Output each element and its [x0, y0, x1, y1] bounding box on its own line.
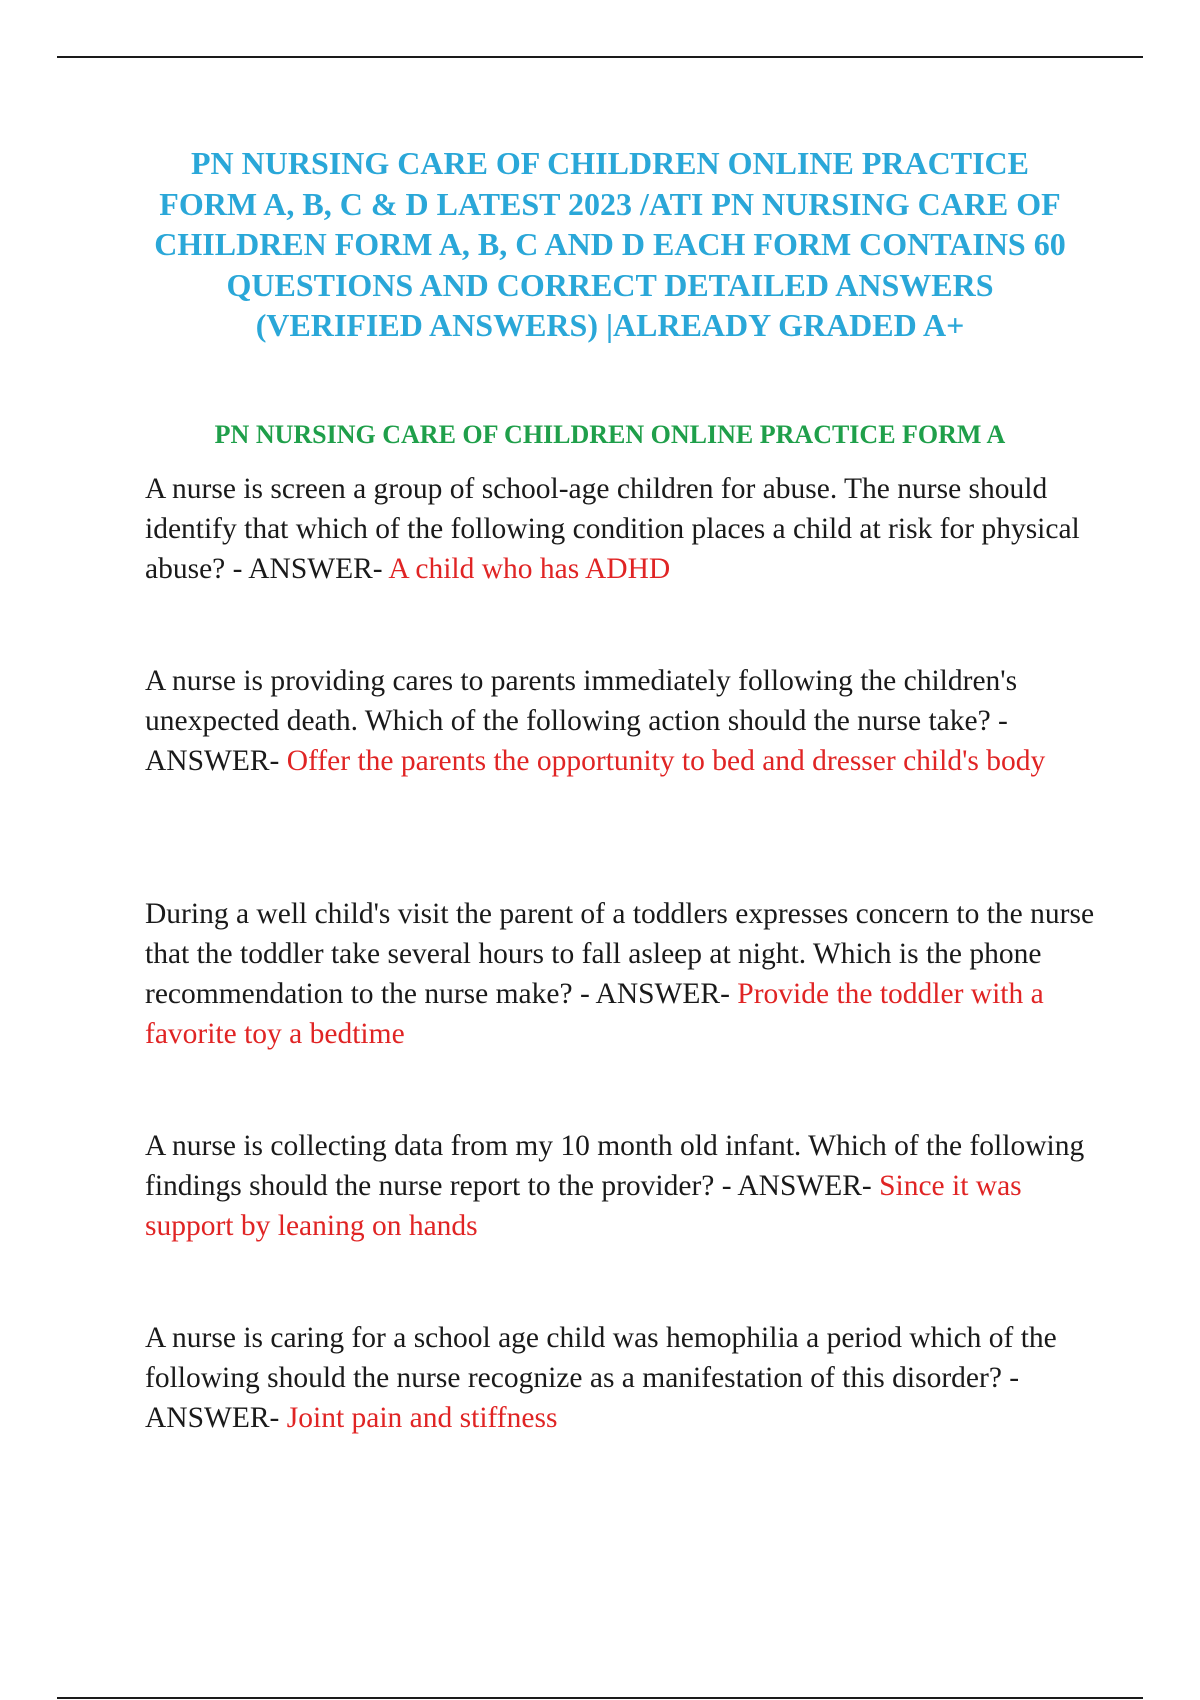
answer-text: Joint pain and stiffness	[286, 1402, 558, 1434]
question-text: During a well child's visit the parent of a toddlers expresses concern to the nurse that the toddler take several hours to fall asleep at night. Which is the phone recommendation to the nurse make? - ANSWER-	[145, 898, 1095, 1010]
question-text: A nurse is providing cares to parents immediately following the children's unexpected death. Which of the following action should the nurse take? - ANSWER-	[145, 665, 1018, 777]
answer-text: Provide the toddler with a favorite toy a bedtime	[145, 978, 1044, 1050]
answer-text: Offer the parents the opportunity to bed and dresser child's body	[286, 745, 1046, 777]
qa-item-1	[145, 469, 1100, 589]
qa-item-3	[145, 894, 1100, 1054]
answer-text: A child who has ADHD	[388, 553, 671, 585]
question-text: A nurse is screen a group of school-age children for abuse. The nurse should identify that which of the following condition places a child at risk for physical abuse? - ANSWER-	[145, 473, 1080, 585]
top-rule	[57, 56, 1143, 58]
qa-item-4	[145, 1126, 1100, 1246]
qa-item-2	[145, 661, 1100, 781]
document-title: PN NURSING CARE OF CHILDREN ONLINE PRACTICE FORM A, B, C & D LATEST 2023 /ATI PN NURSING CARE OF CHILDREN FORM A, B, C AND D EACH FORM CONTAINS 60 QUESTIONS AND CORRECT DETAILED ANSWERS (VERIFIED ANSWERS) |ALREADY GRADED A+	[154, 145, 1066, 343]
qa-item-5	[145, 1318, 1100, 1438]
question-text: A nurse is caring for a school age child was hemophilia a period which of the following should the nurse recognize as a manifestation of this disorder? - ANSWER-	[145, 1322, 1057, 1434]
form-heading: PN NURSING CARE OF CHILDREN ONLINE PRACTICE FORM A	[214, 420, 1006, 449]
bottom-rule	[57, 1697, 1143, 1699]
question-text: A nurse is collecting data from my 10 month old infant. Which of the following findings should the nurse report to the provider? - ANSWER-	[145, 1130, 1085, 1202]
answer-text: Since it was support by leaning on hands	[145, 1170, 1022, 1242]
